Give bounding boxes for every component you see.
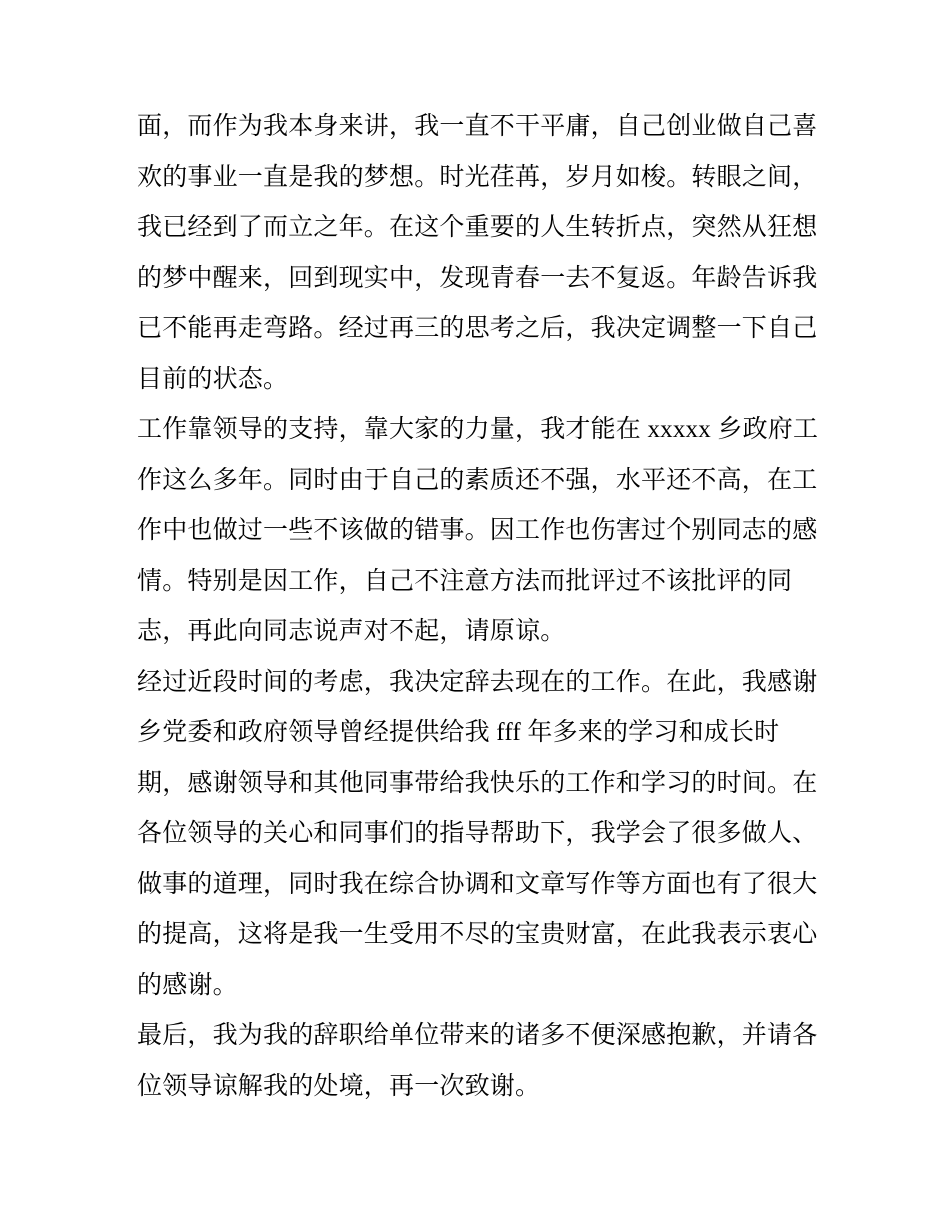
- text-line: 乡党委和政府领导曾经提供给我 fff 年多来的学习和成长时: [137, 719, 780, 746]
- text-line: 经过近段时间的考虑，我决定辞去现在的工作。在此，我感谢: [137, 668, 818, 696]
- paragraph-1: [137, 102, 849, 405]
- text-line: 工作靠领导的支持，靠大家的力量，我才能在 xxxxx 乡政府工: [137, 416, 819, 443]
- text-line: 的提高，这将是我一生受用不尽的宝贵财富，在此我表示衷心: [137, 921, 818, 948]
- text-line: 各位领导的关心和同事们的指导帮助下，我学会了很多做人、: [137, 820, 818, 847]
- paragraph-2: [137, 405, 849, 658]
- document-body: [137, 102, 849, 1112]
- text-line: 面，而作为我本身来讲，我一直不干平庸，自己创业做自己喜: [137, 113, 818, 140]
- paragraph-4: [137, 1011, 849, 1112]
- text-line: 已不能再走弯路。经过再三的思考之后，我决定调整一下自己: [137, 315, 818, 342]
- text-line: 做事的道理，同时我在综合协调和文章写作等方面也有了很大: [137, 870, 818, 898]
- text-line: 情。特别是因工作，自己不注意方法而批评过不该批评的同: [137, 567, 793, 595]
- text-line: 志，再此向同志说声对不起，请原谅。: [137, 618, 566, 645]
- text-line: 的感谢。: [137, 971, 238, 999]
- text-line: 作中也做过一些不该做的错事。因工作也伤害过个别同志的感: [137, 517, 818, 544]
- text-line: 目前的状态。: [137, 365, 289, 393]
- text-line: 位领导谅解我的处境，再一次致谢。: [137, 1072, 541, 1100]
- text-line: 最后，我为我的辞职给单位带来的诸多不便深感抱歉，并请各: [137, 1022, 818, 1049]
- text-line: 作这么多年。同时由于自己的素质还不强，水平还不高，在工: [137, 466, 818, 494]
- text-line: 期，感谢领导和其他同事带给我快乐的工作和学习的时间。在: [137, 769, 818, 797]
- text-line: 欢的事业一直是我的梦想。时光荏苒，岁月如梭。转眼之间，: [137, 163, 818, 191]
- text-line: 的梦中醒来，回到现实中，发现青春一去不复返。年龄告诉我: [137, 264, 818, 292]
- paragraph-3: [137, 658, 849, 1012]
- text-line: 我已经到了而立之年。在这个重要的人生转折点，突然从狂想: [137, 214, 818, 241]
